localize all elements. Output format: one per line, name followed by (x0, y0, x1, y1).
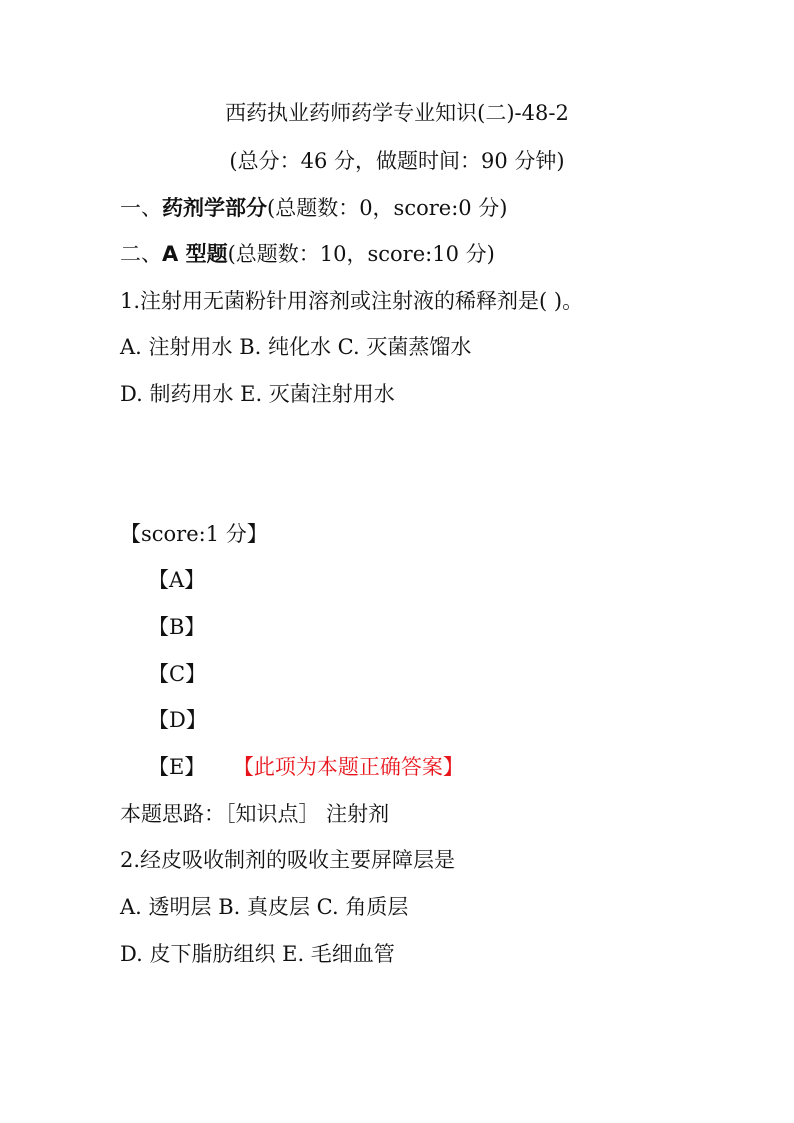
question-1-score: 【score:1 分】 (120, 522, 268, 546)
section-prefix: 一、 (120, 196, 162, 220)
question-1-analysis: 本题思路：［知识点］ 注射剂 (120, 802, 390, 826)
choice-e: 【E】 (148, 755, 206, 779)
correct-answer-note: 【此项为本题正确答案】 (243, 755, 464, 779)
choice-b: 【B】 (148, 615, 206, 639)
choice-e-row (148, 753, 464, 781)
section-prefix: 二、 (120, 242, 162, 266)
document-title: 西药执业药师药学专业知识(二)-48-2 (225, 101, 569, 125)
question-2-options-line-2: D. 皮下脂肪组织 E. 毛细血管 (120, 942, 395, 966)
section-name: A 型题 (162, 242, 228, 266)
section-name: 药剂学部分 (162, 196, 267, 220)
section-info: (总题数：0，score:0 分) (267, 196, 508, 220)
question-2-options-line-1: A. 透明层 B. 真皮层 C. 角质层 (120, 895, 409, 919)
choice-a: 【A】 (148, 568, 206, 592)
section-heading-1 (120, 194, 508, 222)
choice-d: 【D】 (148, 708, 207, 732)
choice-c: 【C】 (148, 662, 207, 686)
question-2-stem: 2.经皮吸收制剂的吸收主要屏障层是 (120, 848, 456, 872)
question-1-stem: 1.注射用无菌粉针用溶剂或注射液的稀释剂是( )。 (120, 289, 584, 313)
document-subtitle: (总分：46 分，做题时间：90 分钟) (229, 149, 565, 173)
question-1-options-line-1: A. 注射用水 B. 纯化水 C. 灭菌蒸馏水 (120, 335, 472, 359)
question-1-options-line-2: D. 制药用水 E. 灭菌注射用水 (120, 382, 395, 406)
section-info: (总题数：10，score:10 分) (227, 242, 495, 266)
section-heading-2 (120, 240, 495, 268)
